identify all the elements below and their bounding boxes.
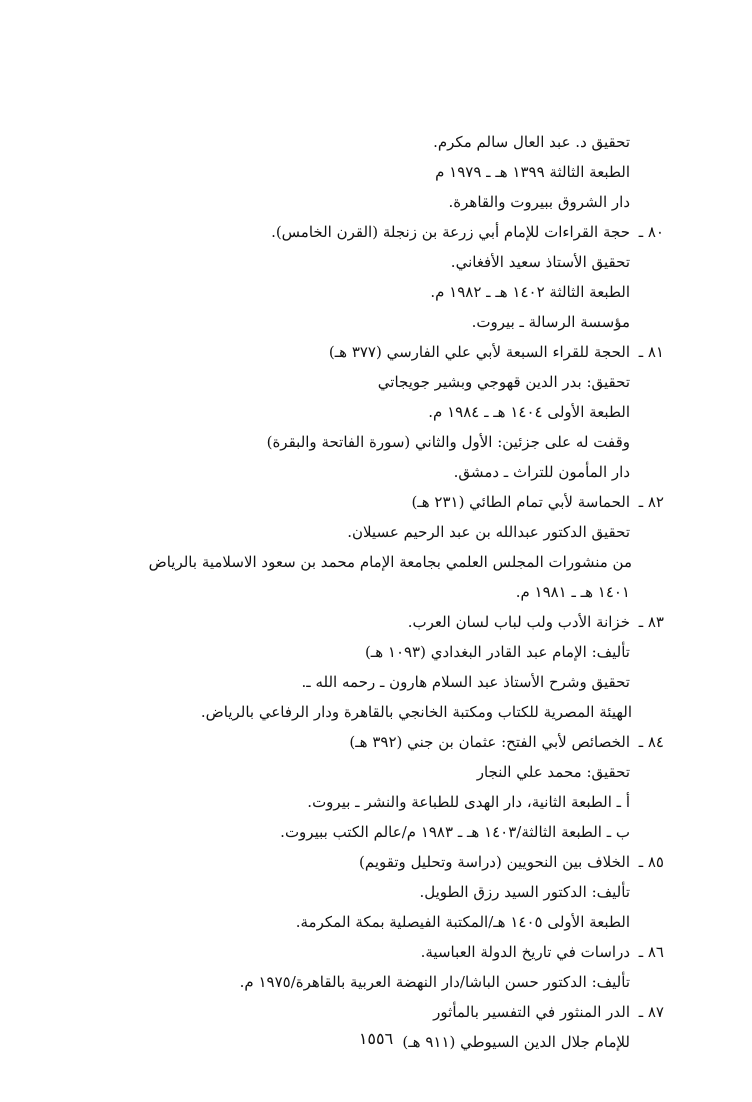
entry-line: دار المأمون للتراث ـ دمشق. bbox=[453, 463, 630, 481]
entry-line: أ ـ الطبعة الثانية، دار الهدى للطباعة والنشر ـ بيروت. bbox=[307, 793, 630, 811]
entry-line: الطبعة الأولى ١٤٠٤ هـ ـ ١٩٨٤ م. bbox=[428, 403, 630, 421]
entry-line: الدر المنثور في التفسير بالمأثور bbox=[433, 1003, 630, 1021]
entry-line: تأليف: الإمام عبد القادر البغدادي (١٠٩٣ هـ) bbox=[364, 643, 630, 661]
entry-line: ب ـ الطبعة الثالثة/١٤٠٣ هـ ـ ١٩٨٣ م/عالم الكتب ببيروت. bbox=[280, 823, 630, 841]
entry-line: الخصائص لأبي الفتح: عثمان بن جني (٣٩٢ هـ) bbox=[349, 733, 630, 751]
entry-line: من منشورات المجلس العلمي بجامعة الإمام محمد بن سعود الاسلامية بالرياض bbox=[148, 553, 632, 571]
entry-line: تحقيق د. عبد العال سالم مكرم. bbox=[433, 133, 630, 151]
entry-number: ٨٢ ـ bbox=[638, 493, 664, 511]
entry-number: ٨٠ ـ bbox=[638, 223, 664, 241]
entry-line: مؤسسة الرسالة ـ بيروت. bbox=[471, 313, 630, 331]
entry-line: دار الشروق ببيروت والقاهرة. bbox=[448, 193, 630, 211]
page-number: ١٥٥٦ bbox=[358, 1029, 394, 1048]
entry-line: الطبعة الثالثة ١٤٠٢ هـ ـ ١٩٨٢ م. bbox=[430, 283, 630, 301]
entry-line: الهيئة المصرية للكتاب ومكتبة الخانجي بالقاهرة ودار الرفاعي بالرياض. bbox=[200, 703, 632, 721]
entry-line: خزانة الأدب ولب لباب لسان العرب. bbox=[407, 613, 630, 631]
entry-number: ٨١ ـ bbox=[638, 343, 664, 361]
entry-line: للإمام جلال الدين السيوطي (٩١١ هـ) bbox=[402, 1033, 630, 1051]
entry-line: الطبعة الثالثة ١٣٩٩ هـ ـ ١٩٧٩ م bbox=[435, 163, 630, 181]
entry-line: دراسات في تاريخ الدولة العباسية. bbox=[420, 943, 630, 961]
entry-line: وقفت له على جزئين: الأول والثاني (سورة الفاتحة والبقرة) bbox=[266, 433, 630, 451]
entry-line: تأليف: الدكتور حسن الباشا/دار النهضة العربية بالقاهرة/١٩٧٥ م. bbox=[239, 973, 630, 991]
entry-line: تحقيق: محمد علي النجار bbox=[476, 763, 630, 781]
entry-line: الحجة للقراء السبعة لأبي علي الفارسي (٣٧٧ هـ) bbox=[328, 343, 630, 361]
entry-number: ٨٦ ـ bbox=[638, 943, 664, 961]
entry-number: ٨٥ ـ bbox=[638, 853, 664, 871]
entry-line: ١٤٠١ هـ ـ ١٩٨١ م. bbox=[515, 583, 630, 601]
entry-number: ٨٧ ـ bbox=[638, 1003, 664, 1021]
entry-line: تحقيق: بدر الدين قهوجي وبشير جويجاتي bbox=[377, 373, 630, 391]
entry-line: الخلاف بين النحويين (دراسة وتحليل وتقويم) bbox=[359, 853, 630, 871]
entry-line: تحقيق الأستاذ سعيد الأفغاني. bbox=[450, 253, 630, 271]
entry-line: الطبعة الأولى ١٤٠٥ هـ/المكتبة الفيصلية بمكة المكرمة. bbox=[295, 913, 630, 931]
entry-line: حجة القراءات للإمام أبي زرعة بن زنجلة (القرن الخامس). bbox=[271, 223, 630, 241]
entry-line: تحقيق الدكتور عبدالله بن عبد الرحيم عسيلان. bbox=[347, 523, 630, 541]
entry-line: الحماسة لأبي تمام الطائي (٢٣١ هـ) bbox=[411, 493, 630, 511]
entry-line: تحقيق وشرح الأستاذ عبد السلام هارون ـ رحمه الله ـ. bbox=[301, 673, 630, 691]
entry-number: ٨٤ ـ bbox=[638, 733, 664, 751]
entry-line: تأليف: الدكتور السيد رزق الطويل. bbox=[419, 883, 630, 901]
entry-number: ٨٣ ـ bbox=[638, 613, 664, 631]
